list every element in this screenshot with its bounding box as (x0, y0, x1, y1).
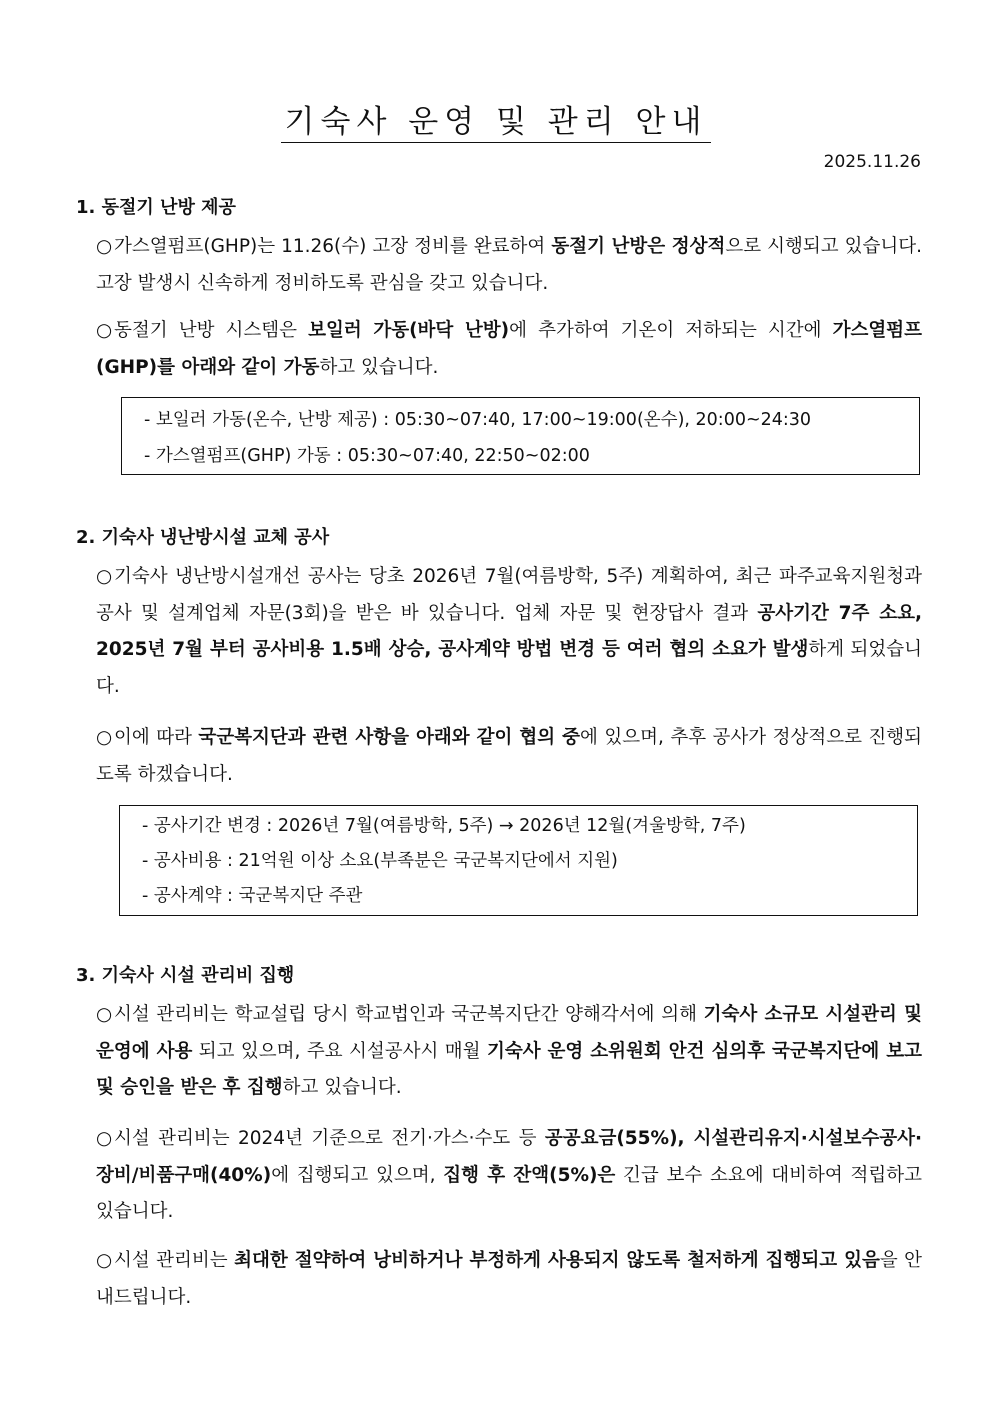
text-run: 동절기 난방 시스템은 (114, 320, 309, 341)
bullet-marker: ○ (96, 1004, 113, 1025)
bold-text: 동절기 난방은 정상적 (551, 236, 726, 257)
bullet-marker: ○ (96, 566, 113, 587)
text-run: 하게 되었습니다. (96, 639, 922, 697)
text-run: 긴급 보수 소요에 대비하여 적립하고 있습니다. (96, 1164, 922, 1222)
box-line: - 가스열펌프(GHP) 가동 : 05:30~07:40, 22:50~02:00 (144, 446, 590, 466)
section-heading-2: 2. 기숙사 냉난방시설 교체 공사 (76, 527, 330, 548)
paragraph (96, 1243, 922, 1316)
paragraph (96, 997, 922, 1107)
section-heading-1: 1. 동절기 난방 제공 (76, 197, 236, 218)
paragraph (96, 229, 922, 302)
box-line: - 보일러 가동(온수, 난방 제공) : 05:30~07:40, 17:00~19:00(온수), 20:00~24:30 (144, 410, 812, 430)
bold-text: 기숙사 운영 소위원회 안건 심의후 국군복지단에 보고 및 승인을 받은 후 집행 (96, 1040, 922, 1098)
text-run: 되고 있으며, 주요 시설공사시 매월 (192, 1040, 487, 1062)
paragraph (96, 313, 922, 386)
bullet-marker: ○ (96, 320, 113, 341)
text-run: 을 안내드립니다. (96, 1250, 923, 1308)
section-heading-3: 3. 기숙사 시설 관리비 집행 (76, 965, 295, 986)
text-run: 가스열펌프(GHP)는 11.26(수) 고장 정비를 완료하여 (114, 236, 552, 257)
document-title-wrap (0, 96, 992, 141)
info-box (119, 805, 918, 916)
bold-text: 집행 후 잔액(5%)은 (443, 1164, 616, 1186)
text-run: 에 추가하여 기온이 저하되는 시간에 (509, 320, 833, 341)
bold-text: 국군복지단과 관련 사항을 아래와 같이 협의 중 (198, 727, 581, 748)
bold-text: 최대한 절약하여 낭비하거나 부정하게 사용되지 않도록 철저하게 집행되고 있음 (234, 1250, 880, 1271)
document-title: 기숙사 운영 및 관리 안내 (281, 104, 712, 143)
bold-text: 기숙사 소규모 시설관리 및 운영에 사용 (96, 1004, 922, 1062)
bullet-marker: ○ (96, 1128, 113, 1149)
bold-text: 가스열펌프(GHP)를 아래와 같이 가동 (96, 320, 922, 378)
text-run: 에 집행되고 있으며, (271, 1164, 444, 1186)
box-line: - 공사계약 : 국군복지단 주관 (142, 886, 363, 906)
paragraph (96, 559, 922, 705)
bold-text: 보일러 가동(바닥 난방) (308, 320, 510, 341)
text-run: 하고 있습니다. (319, 356, 439, 378)
bullet-marker: ○ (96, 1250, 113, 1271)
info-box (121, 397, 920, 475)
bold-text: 공사기간 7주 소요, 2025년 7월 부터 공사비용 1.5배 상승, 공사계약 방법 변경 등 여러 협의 소요가 발생 (96, 602, 922, 660)
box-line: - 공사기간 변경 : 2026년 7월(여름방학, 5주) → 2026년 12월(겨울방학, 7주) (142, 816, 746, 836)
bullet-marker: ○ (96, 236, 113, 257)
text-run: 시설 관리비는 학교설립 당시 학교법인과 국군복지단간 양해각서에 의해 (114, 1004, 704, 1025)
text-run: 에 있으며, 추후 공사가 정상적으로 진행되도록 하겠습니다. (96, 727, 923, 785)
text-run: 이에 따라 (114, 727, 199, 748)
text-run: 시설 관리비는 2024년 기준으로 전기·가스·수도 등 (114, 1128, 545, 1149)
box-line: - 공사비용 : 21억원 이상 소요(부족분은 국군복지단에서 지원) (142, 851, 618, 871)
text-run: 으로 시행되고 있습니다. 고장 발생시 신속하게 정비하도록 관심을 갖고 있습니다. (96, 236, 923, 294)
document-date: 2025.11.26 (823, 152, 921, 172)
text-run: 시설 관리비는 (114, 1250, 235, 1271)
bold-text: 공공요금(55%), 시설관리유지·시설보수공사·장비/비품구매(40%) (96, 1128, 923, 1186)
bullet-marker: ○ (96, 727, 113, 748)
paragraph (96, 720, 922, 793)
paragraph (96, 1121, 922, 1231)
text-run: 기숙사 냉난방시설개선 공사는 당초 2026년 7월(여름방학, 5주) 계획하여, 최근 파주교육지원청과 공사 및 설계업체 자문(3회)을 받은 바 있습니다. 업체 자문 및 현장답사 결과 (96, 566, 922, 624)
text-run: 하고 있습니다. (282, 1077, 402, 1098)
